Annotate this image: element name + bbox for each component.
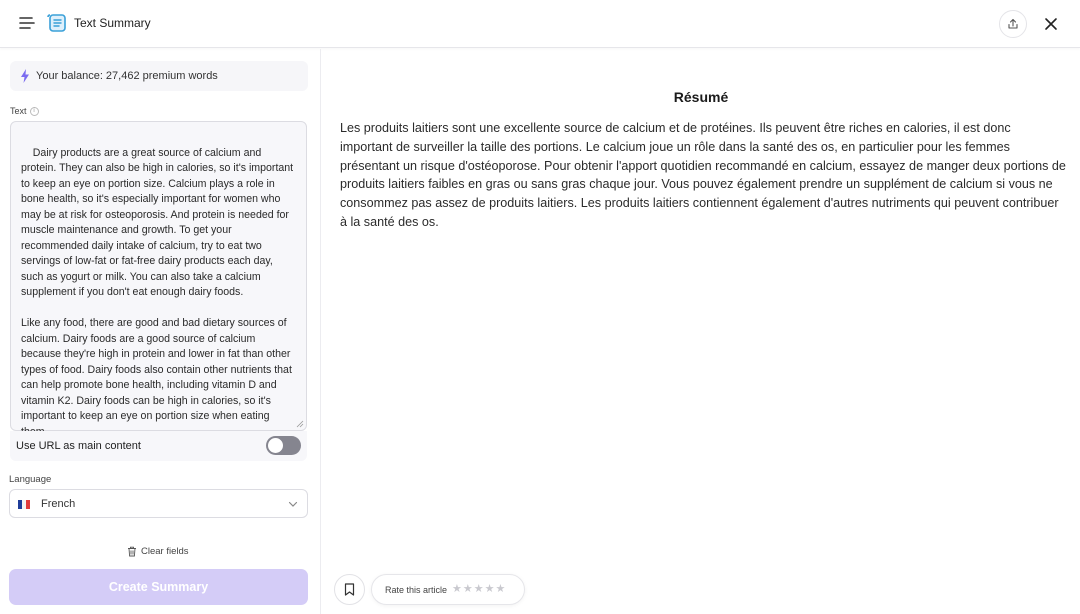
input-panel: [0, 49, 321, 614]
clear-fields-button[interactable]: [127, 546, 189, 557]
app-title: Text Summary: [74, 16, 151, 30]
balance-text: Your balance: 27,462 premium words: [36, 70, 218, 82]
trash-icon: [127, 546, 137, 557]
balance-banner: [10, 61, 308, 91]
menu-icon[interactable]: [18, 14, 36, 32]
create-summary-button[interactable]: Create Summary: [9, 569, 308, 605]
star-icon[interactable]: ★: [473, 583, 484, 595]
logo-icon: [46, 12, 68, 34]
share-icon: [1007, 18, 1019, 30]
clear-fields-label: Clear fields: [141, 546, 189, 557]
rating-label: Rate this article: [385, 584, 448, 595]
summary-text: Les produits laitiers sont une excellente source de calcium et de protéines. Ils peuvent être riches en calories, il est donc important de surveiller la taille des portions. Le calcium joue un rôle dans la santé des os, en particulier pour les femmes présentant un risque d'ostéoporose. Pour obtenir l'apport quotidien recommandé en calcium, essayez de manger deux portions de produits laitiers faibles en gras ou sans gras chaque jour. Vous pouvez également prendre un supplément de calcium si vous ne consommez pas assez de produits laitiers. Les produits laitiers contiennent également d'autres nutriments qui peuvent contribuer à la santé des os.: [340, 121, 1066, 229]
bookmark-icon: [344, 583, 355, 596]
url-toggle-row: [10, 431, 307, 461]
text-label: Text i: [10, 106, 39, 116]
star-icon[interactable]: ★: [462, 583, 473, 595]
resize-handle-icon[interactable]: [296, 420, 304, 428]
french-flag-icon: [18, 500, 30, 509]
top-bar: [0, 0, 1080, 48]
text-input[interactable]: [10, 121, 307, 431]
language-select[interactable]: [9, 489, 308, 518]
language-value: French: [41, 498, 76, 510]
url-toggle[interactable]: [266, 436, 301, 455]
bolt-icon: [20, 69, 30, 83]
rating-stars: [452, 584, 505, 595]
chevron-down-icon: [288, 500, 298, 508]
star-icon[interactable]: ★: [495, 583, 506, 595]
share-button[interactable]: [999, 10, 1027, 38]
star-icon[interactable]: ★: [452, 583, 462, 595]
star-icon[interactable]: ★: [484, 583, 495, 595]
summary-panel: [322, 49, 1080, 614]
summary-title: Résumé: [673, 89, 729, 105]
text-input-value[interactable]: Dairy products are a great source of calcium and protein. They can also be high in calories, so it's important to keep an eye on portion size. Calcium plays a role in bone health, so it's especially important for women who may be at risk for osteoporosis. And protein is needed for muscle maintenance and growth. To get your recommended daily intake of calcium, try to eat two servings of low-fat or fat-free dairy products each day, such as yogurt or milk. You can also take a calcium supplement if you don't eat enough dairy foods. Like any food, there are good and bad dietary sources of calcium. Dairy foods are a good source of calcium because they're high in protein and lower in fat than other types of food. Dairy foods also contain other nutrients that can help promote bone health, including vitamin D and vitamin K2. Dairy foods can be high in calories, so it's important to keep an eye on portion size when eating: [21, 146, 294, 422]
language-label: Language: [9, 474, 52, 485]
rating-widget: [371, 574, 525, 605]
bookmark-button[interactable]: [334, 574, 365, 605]
info-icon[interactable]: i: [30, 107, 39, 116]
url-toggle-label: Use URL as main content: [16, 440, 141, 452]
close-icon[interactable]: [1043, 16, 1059, 32]
toggle-knob: [268, 438, 283, 453]
